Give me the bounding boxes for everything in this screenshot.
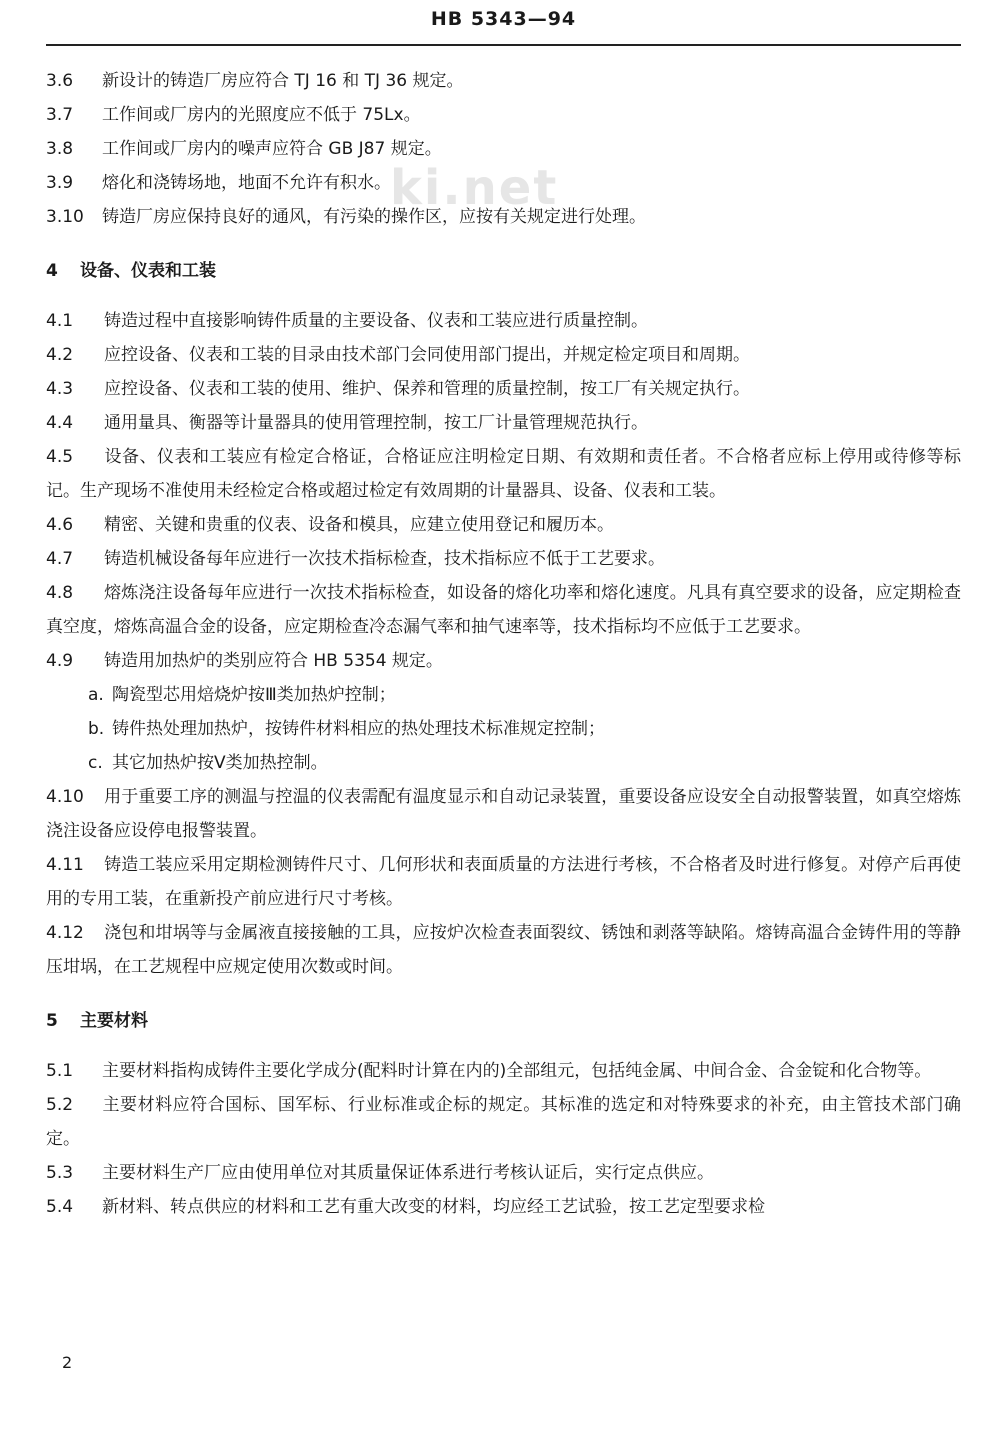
document-body: [46, 64, 961, 1224]
clause-4-9-b: b. 铸件热处理加热炉，按铸件材料相应的热处理技术标准规定控制；: [88, 719, 605, 739]
clause-3-9: 3.9 熔化和浇铸场地，地面不允许有积水。: [46, 173, 391, 193]
section-5-heading: 5 主要材料: [46, 1011, 148, 1031]
clause-5-1: 5.1 主要材料指构成铸件主要化学成分(配料时计算在内的)全部组元，包括纯金属、中间合金、合金锭和化合物等。: [46, 1061, 932, 1081]
clause-4-5: 4.5 设备、仪表和工装应有检定合格证，合格证应注明检定日期、有效期和责任者。不合格者应标上停用或待修等标记。生产现场不准使用未经检定合格或超过检定有效周期的计量器具、设备、仪表和工装。: [46, 447, 961, 501]
clause-4-8: 4.8 熔炼浇注设备每年应进行一次技术指标检查，如设备的熔化功率和熔化速度。凡具有真空要求的设备，应定期检查真空度，熔炼高温合金的设备，应定期检查冷态漏气率和抽气速率等，技术指标均不应低于工艺要求。: [46, 583, 961, 637]
clause-4-11: 4.11 铸造工装应采用定期检测铸件尺寸、几何形状和表面质量的方法进行考核，不合格者及时进行修复。对停产后再使用的专用工装，在重新投产前应进行尺寸考核。: [46, 855, 961, 909]
watermark: ki.net: [390, 160, 559, 216]
clause-5-4: 5.4 新材料、转点供应的材料和工艺有重大改变的材料，均应经工艺试验，按工艺定型要求检: [46, 1197, 765, 1217]
clause-4-9-a: a. 陶瓷型芯用焙烧炉按Ⅲ类加热炉控制；: [88, 685, 396, 705]
page-number: 2: [62, 1353, 73, 1372]
clause-4-10: 4.10 用于重要工序的测温与控温的仪表需配有温度显示和自动记录装置，重要设备应设安全自动报警装置，如真空熔炼浇注设备应设停电报警装置。: [46, 787, 961, 841]
standard-number-header: HB 5343—94: [430, 8, 577, 30]
clause-3-6: 3.6 新设计的铸造厂房应符合 TJ 16 和 TJ 36 规定。: [46, 71, 464, 91]
header-rule: [46, 44, 961, 46]
clause-3-7: 3.7 工作间或厂房内的光照度应不低于 75Lx。: [46, 105, 421, 125]
clause-3-8: 3.8 工作间或厂房内的噪声应符合 GB J87 规定。: [46, 139, 442, 159]
clause-5-2: 5.2 主要材料应符合国标、国军标、行业标准或企标的规定。其标准的选定和对特殊要求的补充，由主管技术部门确定。: [46, 1095, 961, 1149]
clause-4-12: 4.12 浇包和坩埚等与金属液直接接触的工具，应按炉次检查表面裂纹、锈蚀和剥落等缺陷。熔铸高温合金铸件用的等静压坩埚，在工艺规程中应规定使用次数或时间。: [46, 923, 961, 977]
clause-4-6: 4.6 精密、关键和贵重的仪表、设备和模具，应建立使用登记和履历本。: [46, 515, 614, 535]
clause-4-3: 4.3 应控设备、仪表和工装的使用、维护、保养和管理的质量控制，按工厂有关规定执行。: [46, 379, 750, 399]
clause-4-9-c: c. 其它加热炉按Ⅴ类加热控制。: [88, 753, 328, 773]
clause-5-3: 5.3 主要材料生产厂应由使用单位对其质量保证体系进行考核认证后，实行定点供应。: [46, 1163, 714, 1183]
clause-4-9: 4.9 铸造用加热炉的类别应符合 HB 5354 规定。: [46, 651, 443, 671]
section-4-heading: 4 设备、仪表和工装: [46, 261, 216, 281]
clause-3-10: 3.10 铸造厂房应保持良好的通风，有污染的操作区，应按有关规定进行处理。: [46, 207, 646, 227]
clause-4-7: 4.7 铸造机械设备每年应进行一次技术指标检查，技术指标应不低于工艺要求。: [46, 549, 665, 569]
clause-4-1: 4.1 铸造过程中直接影响铸件质量的主要设备、仪表和工装应进行质量控制。: [46, 311, 648, 331]
clause-4-4: 4.4 通用量具、衡器等计量器具的使用管理控制，按工厂计量管理规范执行。: [46, 413, 648, 433]
clause-4-2: 4.2 应控设备、仪表和工装的目录由技术部门会同使用部门提出，并规定检定项目和周期。: [46, 345, 750, 365]
